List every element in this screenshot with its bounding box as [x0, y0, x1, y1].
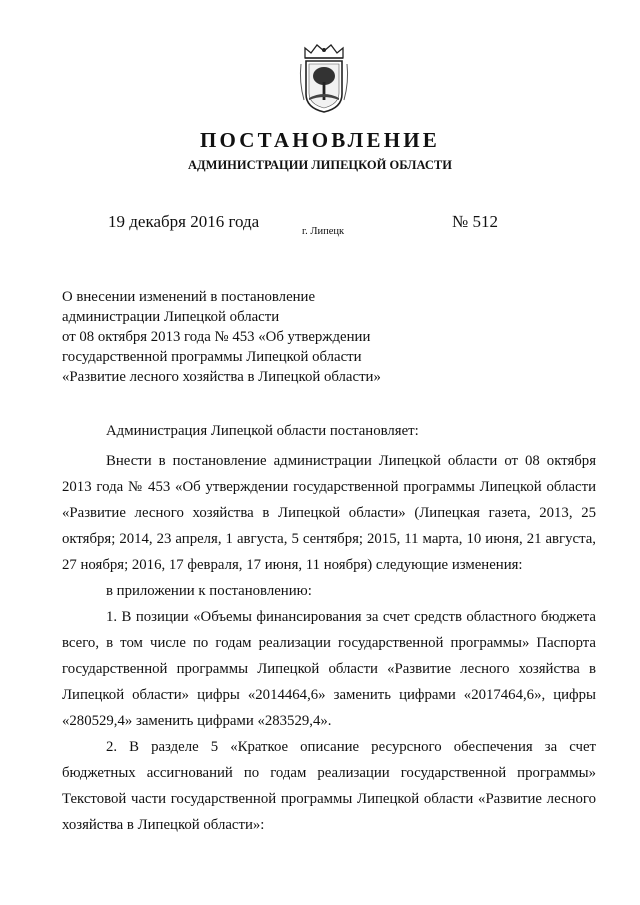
document-number: № 512: [452, 212, 498, 231]
body-paragraph-4: 2. В разделе 5 «Краткое описание ресурсного обеспечения за счет бюджетных ассигнований по годам реализации государственной программы» Текстовой части государственной программы Липецкой области «Развитие лесного хозяйства в Липецкой области»:: [62, 739, 596, 833]
subject-line: «Развитие лесного хозяйства в Липецкой области»: [62, 369, 381, 385]
document-date: 19 декабря 2016 года: [108, 212, 260, 231]
body-paragraph-1: Внести в постановление администрации Липецкой области от 08 октября 2013 года № 453 «Об утверждении государственной программы Липецкой области «Развитие лесного хозяйства в Липецкой области» (Липецкая газета, 2013, 25 октября; 2014, 23 апреля, 1 августа, 5 сентября; 2015, 11 марта, 10 июня, 21 августа, 27 ноября; 2016, 17 февраля, 17 июня, 11 ноября) следующие изменения:: [62, 453, 596, 573]
body-paragraph-2: в приложении к постановлению:: [106, 583, 312, 599]
document-body: [62, 418, 596, 838]
document-subject: [62, 287, 442, 387]
intro-paragraph: Администрация Липецкой области постановляет:: [106, 423, 419, 439]
document-issuer: АДМИНИСТРАЦИИ ЛИПЕЦКОЙ ОБЛАСТИ: [188, 158, 452, 172]
subject-line: государственной программы Липецкой области: [62, 349, 362, 365]
subject-line: О внесении изменений в постановление: [62, 289, 316, 305]
document-title: ПОСТАНОВЛЕНИЕ: [199, 128, 441, 152]
subject-line: администрации Липецкой области: [62, 309, 280, 325]
subject-line: от 08 октября 2013 года № 453 «Об утверждении: [62, 329, 371, 345]
body-paragraph-3: 1. В позиции «Объемы финансирования за счет средств областного бюджета всего, в том числе по годам реализации государственной программы» Паспорта государственной программы Липецкой области «Развитие лесного хозяйства в Липецкой области» цифры «2014464,6» заменить цифрами «2017464,6», цифры «280529,4» заменить цифрами «283529,4».: [62, 609, 596, 729]
document-city: г. Липецк: [302, 226, 345, 237]
coat-of-arms-emblem-icon: [297, 42, 351, 114]
